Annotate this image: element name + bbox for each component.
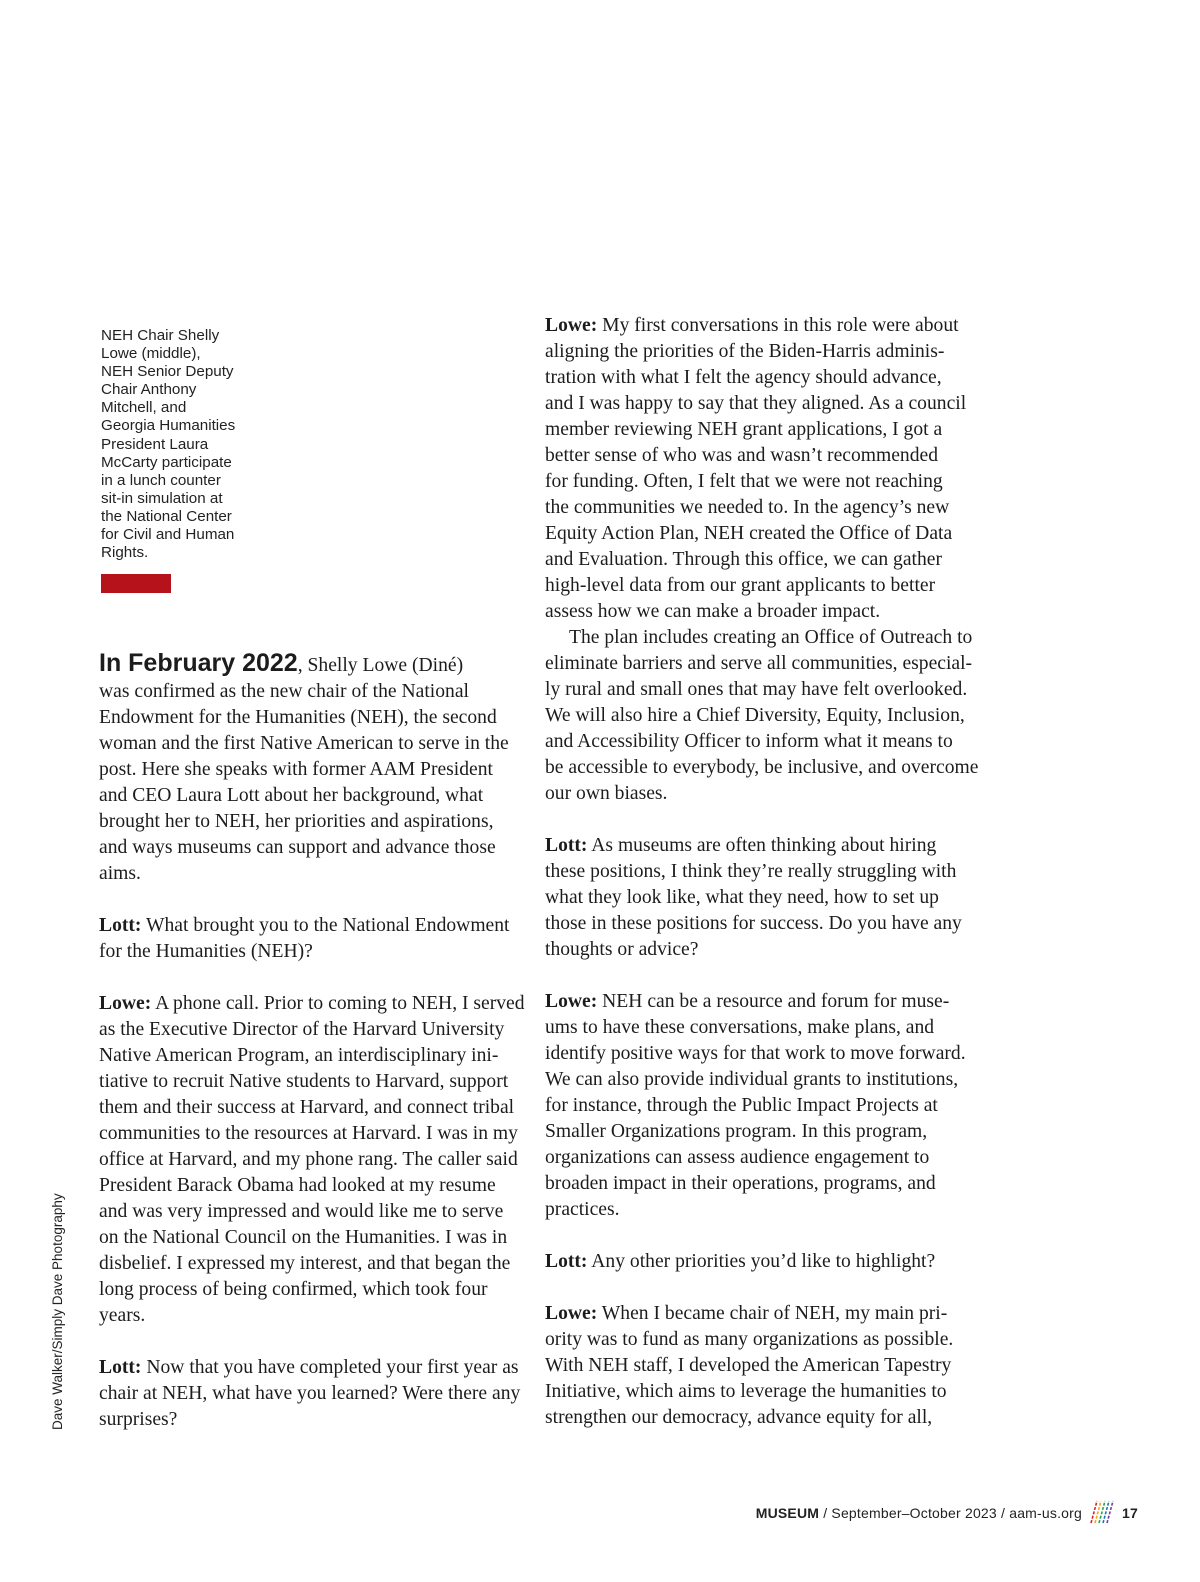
footer-separator: / [996,1505,1010,1521]
intro-first-line-text: , Shelly Lowe (Diné) [297,655,464,676]
page-footer [756,1500,1138,1526]
body-line: surprises? [99,1409,178,1430]
body-line: be accessible to everybody, be inclusive, and overcome [545,757,979,778]
speaker-line [545,1249,977,1275]
body-line: and was very impressed and would like me to serve [99,1201,504,1222]
caption-line: President Laura [101,435,209,453]
body-line: communities to the resources at Harvard. I was in my [99,1123,518,1144]
body-line: these positions, I think they’re really struggling with [545,861,957,882]
body-line: and Accessibility Officer to inform what it means to [545,731,953,752]
photo-caption [101,327,251,562]
caption-line: the National Center [101,507,232,525]
body-line: brought her to NEH, her priorities and aspirations, [99,811,494,832]
body-line: and Evaluation. Through this office, we can gather [545,549,943,570]
body-text: My first conversations in this role were about [597,315,959,336]
body-text: When I became chair of NEH, my main pri- [597,1303,948,1324]
body-line: the communities we needed to. In the agency’s new [545,497,950,518]
body-line: long process of being confirmed, which took four [99,1279,488,1300]
body-line: post. Here she speaks with former AAM President [99,759,493,780]
body-line: those in these positions for success. Do you have any [545,913,962,934]
body-line: eliminate barriers and serve all communities, especial- [545,653,973,674]
caption-line: in a lunch counter [101,471,221,489]
body-line: broaden impact in their operations, programs, and [545,1173,936,1194]
caption-line: Chair Anthony [101,381,197,399]
body-line: Endowment for the Humanities (NEH), the second [99,707,497,728]
body-line: strengthen our democracy, advance equity for all, [545,1407,933,1428]
speaker-line [545,313,977,339]
body-line: We will also hire a Chief Diversity, Equity, Inclusion, [545,705,965,726]
body-line: organizations can assess audience engagement to [545,1147,930,1168]
body-line: and CEO Laura Lott about her background, what [99,785,484,806]
speaker-name: Lott: [545,1251,588,1272]
interview-paragraph [545,313,977,625]
speaker-line [99,1355,531,1381]
body-line: ority was to fund as many organizations as possible. [545,1329,954,1350]
body-line: and ways museums can support and advance those [99,837,496,858]
body-line: identify positive ways for that work to move forward. [545,1043,966,1064]
caption-line: sit-in simulation at [101,489,223,507]
speaker-line [545,833,977,859]
speaker-line [545,1301,977,1327]
body-line: President Barack Obama had looked at my resume [99,1175,496,1196]
body-line: member reviewing NEH grant applications, I got a [545,419,943,440]
speaker-line [545,989,977,1015]
interview-paragraph [99,991,531,1329]
body-line: Native American Program, an interdisciplinary ini- [99,1045,499,1066]
speaker-name: Lowe: [545,315,598,336]
body-line: office at Harvard, and my phone rang. The caller said [99,1149,518,1170]
body-line: for the Humanities (NEH)? [99,941,313,962]
body-line: and I was happy to say that they aligned. As a council [545,393,967,414]
speaker-line [99,913,531,939]
intro-paragraph [99,650,531,887]
body-line: With NEH staff, I developed the American Tapestry [545,1355,952,1376]
interview-paragraph [99,913,531,965]
body-line: years. [99,1305,146,1326]
body-line: as the Executive Director of the Harvard University [99,1019,505,1040]
body-line: thoughts or advice? [545,939,699,960]
body-line: Initiative, which aims to leverage the humanities to [545,1381,947,1402]
speaker-name: Lott: [545,835,588,856]
body-line: Smaller Organizations program. In this program, [545,1121,928,1142]
caption-line: McCarty participate [101,453,232,471]
body-line: practices. [545,1199,620,1220]
body-line: on the National Council on the Humanities. I was in [99,1227,508,1248]
speaker-name: Lowe: [99,993,152,1014]
body-line: high-level data from our grant applicants to better [545,575,936,596]
body-text: Now that you have completed your first year as [141,1357,519,1378]
body-line: woman and the first Native American to serve in the [99,733,509,754]
interview-paragraph [545,833,977,963]
body-line: ums to have these conversations, make plans, and [545,1017,935,1038]
magazine-name: MUSEUM [755,1505,820,1521]
body-line: better sense of who was and wasn’t recommended [545,445,939,466]
body-line: Equity Action Plan, NEH created the Office of Data [545,523,953,544]
interview-paragraph [545,989,977,1223]
caption-line: NEH Senior Deputy [101,363,234,381]
body-line: aligning the priorities of the Biden-Harris adminis- [545,341,945,362]
caption-line: for Civil and Human [101,526,235,544]
body-line: tration with what I felt the agency should advance, [545,367,942,388]
caption-line: NEH Chair Shelly [101,327,220,344]
body-line: We can also provide individual grants to institutions, [545,1069,959,1090]
caption-line: Lowe (middle), [101,345,201,363]
speaker-name: Lott: [99,1357,142,1378]
body-line: chair at NEH, what have you learned? Were there any [99,1383,521,1404]
body-line: disbelief. I expressed my interest, and that began the [99,1253,511,1274]
caption-line: Mitchell, and [101,399,187,417]
caption-accent-bar [101,574,171,593]
interview-paragraph [545,1249,977,1275]
body-line: The plan includes creating an Office of Outreach to [569,627,973,648]
right-column [545,313,977,1457]
interview-paragraph [99,1355,531,1433]
body-text: As museums are often thinking about hiring [587,835,937,856]
speaker-name: Lowe: [545,991,598,1012]
aam-stripes-logo-icon [1088,1499,1114,1528]
speaker-name: Lowe: [545,1303,598,1324]
body-line: them and their success at Harvard, and connect tribal [99,1097,515,1118]
page-number: 17 [1122,1505,1138,1521]
issue-date: September–October 2023 [831,1505,997,1521]
body-line: tiative to recruit Native students to Harvard, support [99,1071,509,1092]
speaker-line [99,991,531,1017]
body-line: for instance, through the Public Impact Projects at [545,1095,938,1116]
intro-lead: In February 2022 [99,649,298,677]
photo-credit: Dave Walker/Simply Dave Photography [50,1193,65,1430]
footer-separator: / [819,1505,832,1521]
site-url: aam-us.org [1009,1505,1083,1521]
body-text: What brought you to the National Endowment [141,915,510,936]
body-line: our own biases. [545,783,668,804]
body-line: what they look like, what they need, how to set up [545,887,939,908]
speaker-name: Lott: [99,915,142,936]
left-column [99,650,531,1459]
interview-paragraph [545,1301,977,1431]
body-line: for funding. Often, I felt that we were not reaching [545,471,943,492]
body-line: assess how we can make a broader impact. [545,601,881,622]
body-text: A phone call. Prior to coming to NEH, I served [151,993,525,1014]
interview-paragraph [545,625,977,807]
caption-line: Rights. [101,544,149,562]
body-line: ly rural and small ones that may have felt overlooked. [545,679,968,700]
body-line: was confirmed as the new chair of the National [99,681,469,702]
body-line: aims. [99,863,141,884]
caption-line: Georgia Humanities [101,417,236,435]
logo-stripe [1091,1501,1097,1523]
body-text: NEH can be a resource and forum for muse- [597,991,950,1012]
intro-first-line [99,650,531,679]
body-text: Any other priorities you’d like to highlight? [587,1251,936,1272]
